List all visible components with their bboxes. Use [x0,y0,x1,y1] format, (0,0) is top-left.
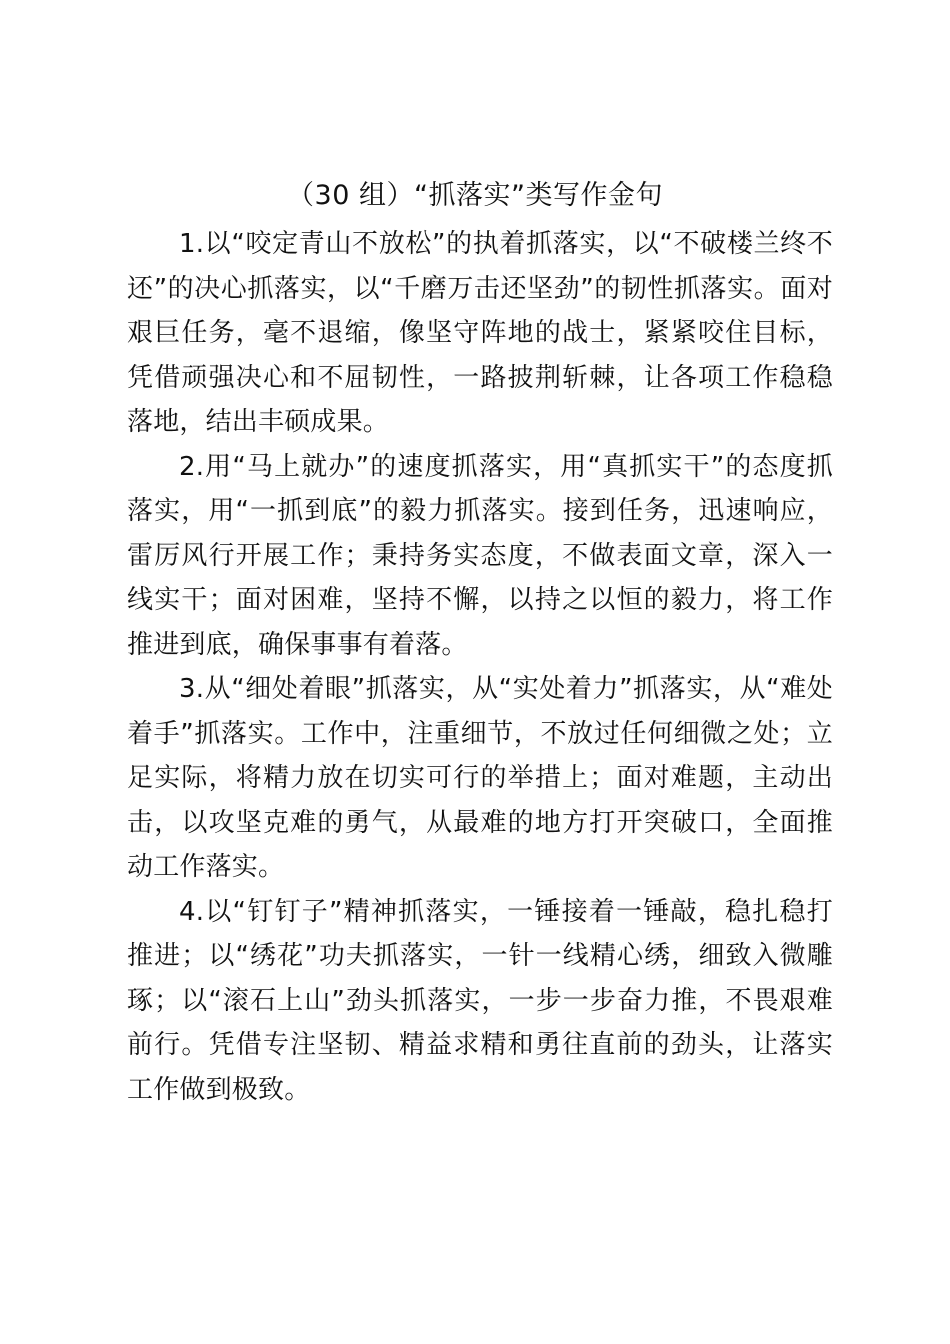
paragraph-4: 4.以“钉钉子”精神抓落实，一锤接着一锤敲，稳扎稳打推进；以“绣花”功夫抓落实，一针一线精心绣，细致入微雕琢；以“滚石上山”劲头抓落实，一步一步奋力推，不畏艰难前行。凭借专注坚韧、精益求精和勇往直前的劲头，让落实工作做到极致。 [127,896,833,1105]
paragraph-1: 1.以“咬定青山不放松”的执着抓落实，以“不破楼兰终不还”的决心抓落实，以“千磨万击还坚劲”的韧性抓落实。面对艰巨任务，毫不退缩，像坚守阵地的战士，紧紧咬住目标，凭借顽强决心和不屈韧性，一路披荆斩棘，让各项工作稳稳落地，结出丰硕成果。 [127,229,833,437]
paragraph-3: 3.从“细处着眼”抓落实，从“实处着力”抓落实，从“难处着手”抓落实。工作中，注重细节，不放过任何细微之处；立足实际，将精力放在切实可行的举措上；面对难题，主动出击，以攻坚克难的勇气，从最难的地方打开突破口，全面推动工作落实。 [127,674,833,882]
paragraph-2: 2.用“马上就办”的速度抓落实，用“真抓实干”的态度抓落实，用“一抓到底”的毅力抓落实。接到任务，迅速响应，雷厉风行开展工作；秉持务实态度，不做表面文章，深入一线实干；面对困难，坚持不懈，以持之以恒的毅力，将工作推进到底，确保事事有着落。 [127,451,833,660]
document-title: （30 组）“抓落实”类写作金句 [287,180,663,211]
document-body [127,222,833,1112]
